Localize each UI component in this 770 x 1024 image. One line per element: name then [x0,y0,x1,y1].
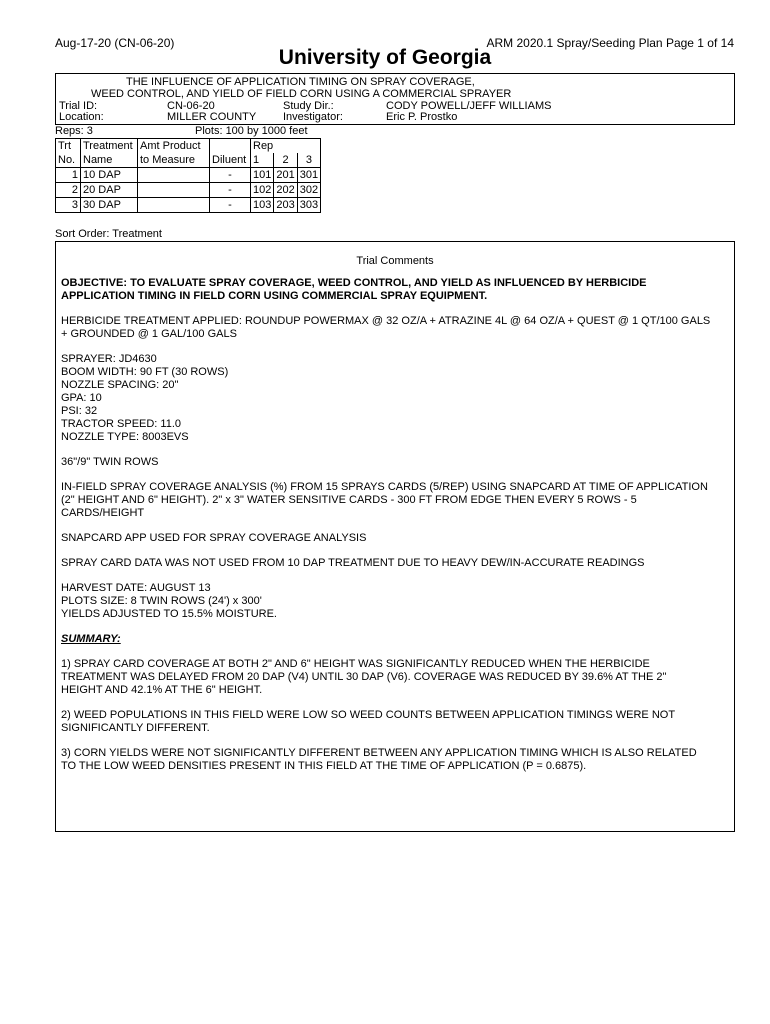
summary-item-2 [61,709,729,735]
location-label: Location: [59,111,104,123]
summary-label: SUMMARY: [61,633,121,645]
study-dir-value: CODY POWELL/JEFF WILLIAMS [386,100,552,112]
col-header-trt: Trt [56,139,81,154]
infield-line-1: IN-FIELD SPRAY COVERAGE ANALYSIS (%) FROM 15 SPRAYS CARDS (5/REP) USING SNAPCARD AT TIME OF APPLICATION [61,481,708,493]
nozzle-type: NOZZLE TYPE: 8003EVS [61,431,189,443]
trt-no: 1 [56,168,81,183]
col-header-name: Name [81,153,138,168]
summary-item-1 [61,658,729,697]
trial-title-line-2: WEED CONTROL, AND YIELD OF FIELD CORN USING A COMMERCIAL SPRAYER [91,88,512,100]
trial-title-line-1: THE INFLUENCE OF APPLICATION TIMING ON SPRAY COVERAGE, [126,76,475,88]
investigator-label: Investigator: [283,111,343,123]
comments-title: Trial Comments [356,255,434,267]
spraycard-note: SPRAY CARD DATA WAS NOT USED FROM 10 DAP TREATMENT DUE TO HEAVY DEW/IN-ACCURATE READINGS [61,557,645,569]
treatment-table [55,138,321,213]
objective-paragraph: OBJECTIVE: TO EVALUATE SPRAY COVERAGE, WEED CONTROL, AND YIELD AS INFLUENCED BY HERBICIDE APPLICATION TIMING IN FIELD CORN USING COMMERCIAL SPRAY EQUIPMENT. [61,277,647,302]
trt-diluent: - [210,183,251,198]
nozzle-spacing: NOZZLE SPACING: 20" [61,379,179,391]
trt-rep-1: 101 [251,168,274,183]
summary-1-line-2: TREATMENT WAS DELAYED FROM 20 DAP (V4) UNTIL 30 DAP (V6). COVERAGE WAS REDUCED BY 39.6% AT THE 2" [61,671,667,683]
trt-rep-3: 301 [297,168,320,183]
sort-order: Sort Order: Treatment [55,228,162,240]
infield-line-2: (2" HEIGHT AND 6" HEIGHT). 2" x 3" WATER SENSITIVE CARDS - 300 FT FROM EDGE THEN EVERY 5 ROWS - 5 [61,494,637,506]
trt-amt [138,168,210,183]
col-header-no: No. [56,153,81,168]
summary-1-line-3: HEIGHT AND 42.1% AT THE 6" HEIGHT. [61,684,263,696]
col-header-rep: Rep [251,139,321,154]
col-header-rep-2: 2 [274,153,297,168]
trt-diluent: - [210,198,251,213]
tractor-speed: TRACTOR SPEED: 11.0 [61,418,182,430]
trt-diluent: - [210,168,251,183]
infield-line-3: CARDS/HEIGHT [61,507,145,519]
trial-id-label: Trial ID: [59,100,98,112]
trt-no: 2 [56,183,81,198]
boom-width: BOOM WIDTH: 90 FT (30 ROWS) [61,366,229,378]
summary-item-3 [61,747,729,773]
trial-comments-box [55,241,735,832]
study-dir-label: Study Dir.: [283,100,334,112]
trt-amt [138,183,210,198]
herbicide-line-2: + GROUNDED @ 1 GAL/100 GALS [61,328,237,340]
trt-rep-3: 302 [297,183,320,198]
table-row [56,198,321,213]
col-header-diluent-top [210,139,251,154]
plot-size: Plots: 100 by 1000 feet [195,125,308,137]
summary-2-line-2: SIGNIFICANTLY DIFFERENT. [61,722,210,734]
reps-count: Reps: 3 [55,125,93,137]
sprayer-specs [61,353,729,444]
institution-title: University of Georgia [278,46,492,69]
investigator-value: Eric P. Prostko [386,111,458,123]
summary-heading [61,633,729,646]
yield-moisture: YIELDS ADJUSTED TO 15.5% MOISTURE. [61,608,277,620]
herbicide-paragraph [61,315,729,341]
harvest-paragraph [61,582,729,621]
col-header-rep-1: 1 [251,153,274,168]
snapcard-note: SNAPCARD APP USED FOR SPRAY COVERAGE ANALYSIS [61,532,367,544]
infield-analysis-paragraph [61,481,729,520]
report-page-header: ARM 2020.1 Spray/Seeding Plan Page 1 of 14 [486,36,734,50]
objective-line-2: APPLICATION TIMING IN FIELD CORN USING COMMERCIAL SPRAY EQUIPMENT [61,290,485,302]
trt-name: 10 DAP [81,168,138,183]
trt-amt [138,198,210,213]
report-date-header: Aug-17-20 (CN-06-20) [55,36,175,50]
location-value: MILLER COUNTY [167,111,257,123]
summary-1-line-1: 1) SPRAY CARD COVERAGE AT BOTH 2" AND 6" HEIGHT WAS SIGNIFICANTLY REDUCED WHEN THE HERBICIDE [61,658,650,670]
trial-info-box [55,73,735,125]
trial-id-value: CN-06-20 [167,100,215,112]
gpa-value: GPA: 10 [61,392,102,404]
plot-size-note: PLOTS SIZE: 8 TWIN ROWS (24') x 300' [61,595,262,607]
trt-no: 3 [56,198,81,213]
trt-name: 20 DAP [81,183,138,198]
summary-2-line-1: 2) WEED POPULATIONS IN THIS FIELD WERE LOW SO WEED COUNTS BETWEEN APPLICATION TIMINGS WERE NOT [61,709,676,721]
table-header-row [56,153,321,168]
trt-rep-1: 103 [251,198,274,213]
col-header-amt: Amt Product [138,139,210,154]
table-header-row [56,139,321,154]
table-row [56,183,321,198]
objective-line-1: OBJECTIVE: TO EVALUATE SPRAY COVERAGE, WEED CONTROL, AND YIELD AS INFLUENCED BY HERBICIDE [61,277,647,289]
trt-rep-2: 201 [274,168,297,183]
trt-name: 30 DAP [81,198,138,213]
col-header-measure: to Measure [138,153,210,168]
summary-3-line-2: TO THE LOW WEED DENSITIES PRESENT IN THIS FIELD AT THE TIME OF APPLICATION (P = 0.6875). [61,760,587,772]
col-header-diluent: Diluent [210,153,251,168]
trt-rep-2: 203 [274,198,297,213]
sprayer-model: SPRAYER: JD4630 [61,353,157,365]
table-row [56,168,321,183]
herbicide-line-1: HERBICIDE TREATMENT APPLIED: ROUNDUP POWERMAX @ 32 OZ/A + ATRAZINE 4L @ 64 OZ/A + QUEST @ 1 QT/100 GALS [61,315,711,327]
col-header-treatment: Treatment [81,139,138,154]
col-header-rep-3: 3 [297,153,320,168]
harvest-date: HARVEST DATE: AUGUST 13 [61,582,211,594]
trt-rep-3: 303 [297,198,320,213]
row-spacing: 36"/9" TWIN ROWS [61,456,159,468]
psi-value: PSI: 32 [61,405,98,417]
summary-3-line-1: 3) CORN YIELDS WERE NOT SIGNIFICANTLY DIFFERENT BETWEEN ANY APPLICATION TIMING WHICH IS ALSO RELATED [61,747,697,759]
trt-rep-1: 102 [251,183,274,198]
trt-rep-2: 202 [274,183,297,198]
